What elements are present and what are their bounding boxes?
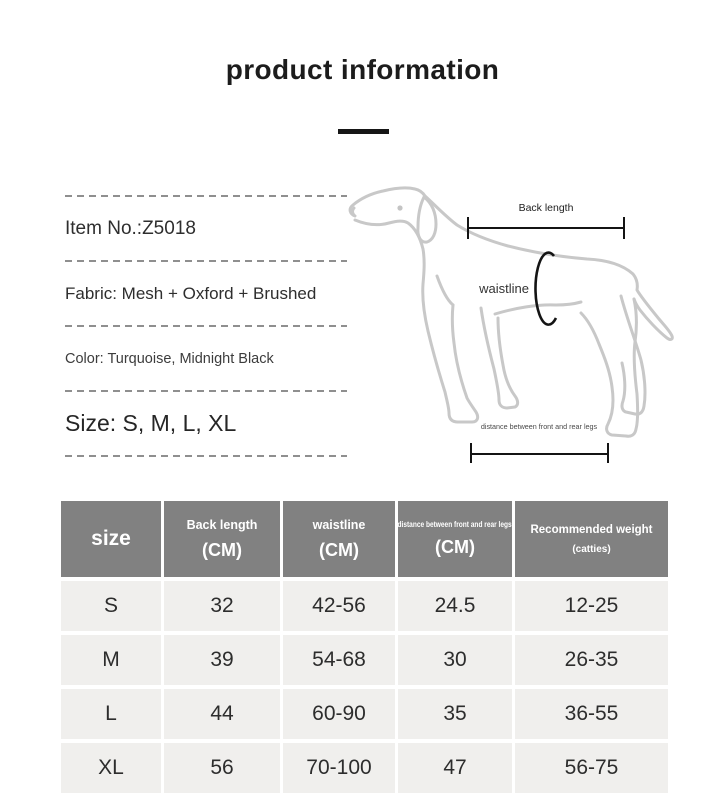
table-cell: M	[61, 635, 161, 685]
table-cell: 24.5	[398, 581, 512, 631]
header-title: waistline	[312, 517, 366, 532]
header-subtitle: (CM)	[319, 539, 359, 560]
table-cell: 30	[398, 635, 512, 685]
table-cell: 32	[164, 581, 280, 631]
header-cell-back-length	[164, 501, 280, 577]
dog-eye-dot	[397, 205, 402, 210]
size-table	[61, 501, 671, 793]
table-cell: 36-55	[515, 689, 668, 739]
table-cell: XL	[61, 743, 161, 793]
header-title: Recommended weight	[530, 523, 653, 536]
table-cell: 26-35	[515, 635, 668, 685]
header-title: size	[91, 527, 131, 550]
table-cell: S	[61, 581, 161, 631]
waistline-ellipse-arc	[535, 253, 556, 325]
dashed-divider	[65, 455, 347, 457]
table-cell: 42-56	[283, 581, 395, 631]
dog-nose-curl-path	[353, 208, 355, 215]
header-subtitle: (catties)	[572, 543, 611, 555]
table-cell: L	[61, 689, 161, 739]
dog-jaw-chest-front-leg-path	[355, 220, 478, 422]
table-cell: 47	[398, 743, 512, 793]
spec-item-number: Item No.:Z5018	[65, 217, 196, 239]
header-cell-waistline	[283, 501, 395, 577]
header-cell-leg-distance	[398, 501, 512, 577]
table-cell: 70-100	[283, 743, 395, 793]
table-cell: 44	[164, 689, 280, 739]
table-cell: 56	[164, 743, 280, 793]
page-title: product information	[225, 54, 500, 85]
table-cell: 54-68	[283, 635, 395, 685]
spec-color: Color: Turquoise, Midnight Black	[65, 350, 274, 367]
dog-far-front-leg-path	[481, 308, 518, 408]
back-length-label: Back length	[518, 202, 574, 214]
dog-diagram-svg	[345, 172, 685, 474]
waistline-label: waistline	[479, 281, 529, 296]
header-cell-recommended-weight	[515, 501, 668, 577]
leg-distance-label: distance between front and rear legs	[480, 422, 598, 431]
spec-list	[65, 195, 347, 457]
table-cell: 60-90	[283, 689, 395, 739]
header-title: distance between front and rear legs	[397, 520, 513, 529]
table-cell: 39	[164, 635, 280, 685]
table-cell: 35	[398, 689, 512, 739]
title-underline	[338, 129, 389, 134]
table-cell: 12-25	[515, 581, 668, 631]
header-title: Back length	[186, 517, 258, 532]
header-subtitle: (CM)	[202, 539, 242, 560]
table-cell: 56-75	[515, 743, 668, 793]
spec-fabric: Fabric: Mesh + Oxford + Brushed	[65, 283, 317, 303]
dog-measurement-diagram	[345, 172, 685, 474]
dog-shoulder-line-path	[437, 276, 453, 305]
header-cell-size	[61, 501, 161, 577]
header-subtitle: (CM)	[435, 537, 475, 557]
dog-head-back-tail-path	[350, 188, 672, 340]
spec-size: Size: S, M, L, XL	[65, 410, 237, 436]
